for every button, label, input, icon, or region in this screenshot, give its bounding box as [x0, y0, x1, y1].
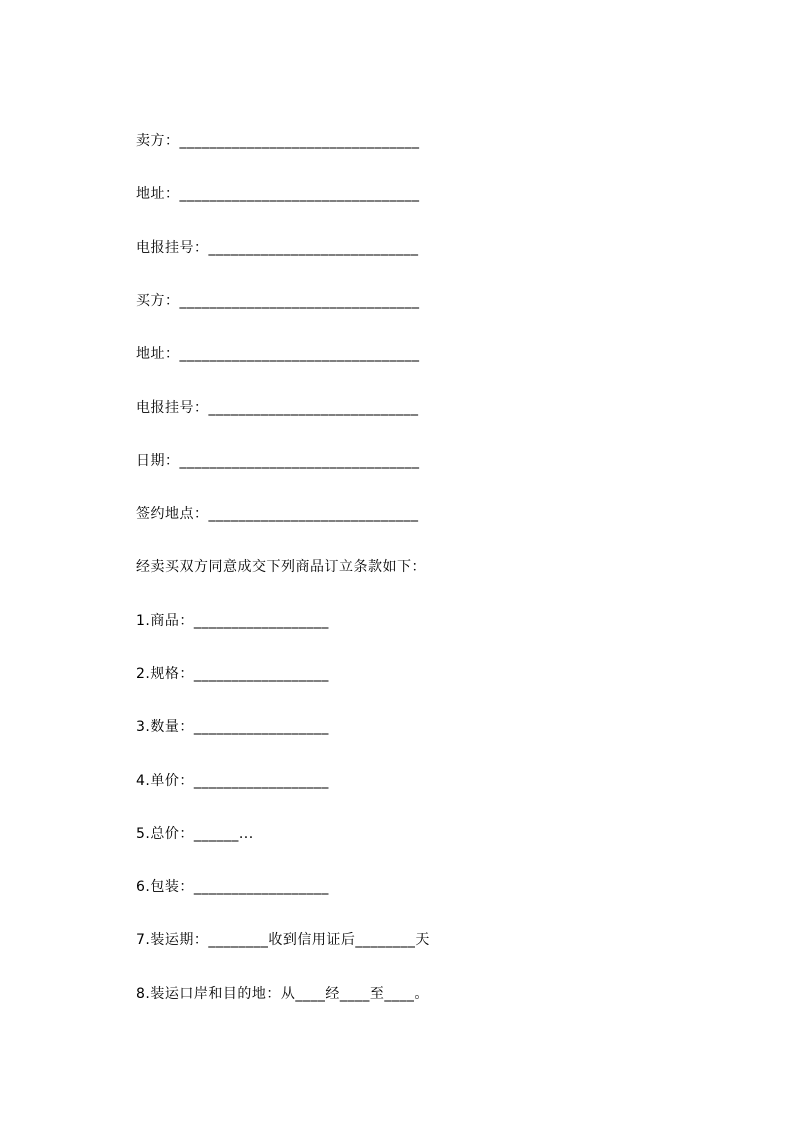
item-shipment-period: 7.装运期：________收到信用证后________天 — [136, 932, 430, 948]
buyer-address-line: 地址：________________________________ — [136, 346, 420, 362]
buyer-cable-line: 电报挂号：____________________________ — [136, 400, 419, 416]
item-quantity: 3.数量：__________________ — [136, 719, 329, 735]
buyer-line: 买方：________________________________ — [136, 293, 420, 309]
item-specification: 2.规格：__________________ — [136, 666, 329, 682]
seller-line: 卖方：________________________________ — [136, 133, 420, 149]
item-total-price: 5.总价：______... — [136, 826, 254, 842]
item-packing: 6.包装：__________________ — [136, 879, 329, 895]
signing-place-line: 签约地点：____________________________ — [136, 506, 419, 522]
date-line: 日期：________________________________ — [136, 453, 420, 469]
item-ports: 8.装运口岸和目的地：从____经____至____。 — [136, 986, 429, 1002]
item-commodity: 1.商品：__________________ — [136, 613, 329, 629]
item-unit-price: 4.单价：__________________ — [136, 773, 329, 789]
intro-paragraph: 经卖买双方同意成交下列商品订立条款如下： — [136, 559, 426, 575]
seller-address-line: 地址：________________________________ — [136, 186, 420, 202]
seller-cable-line: 电报挂号：____________________________ — [136, 240, 419, 256]
